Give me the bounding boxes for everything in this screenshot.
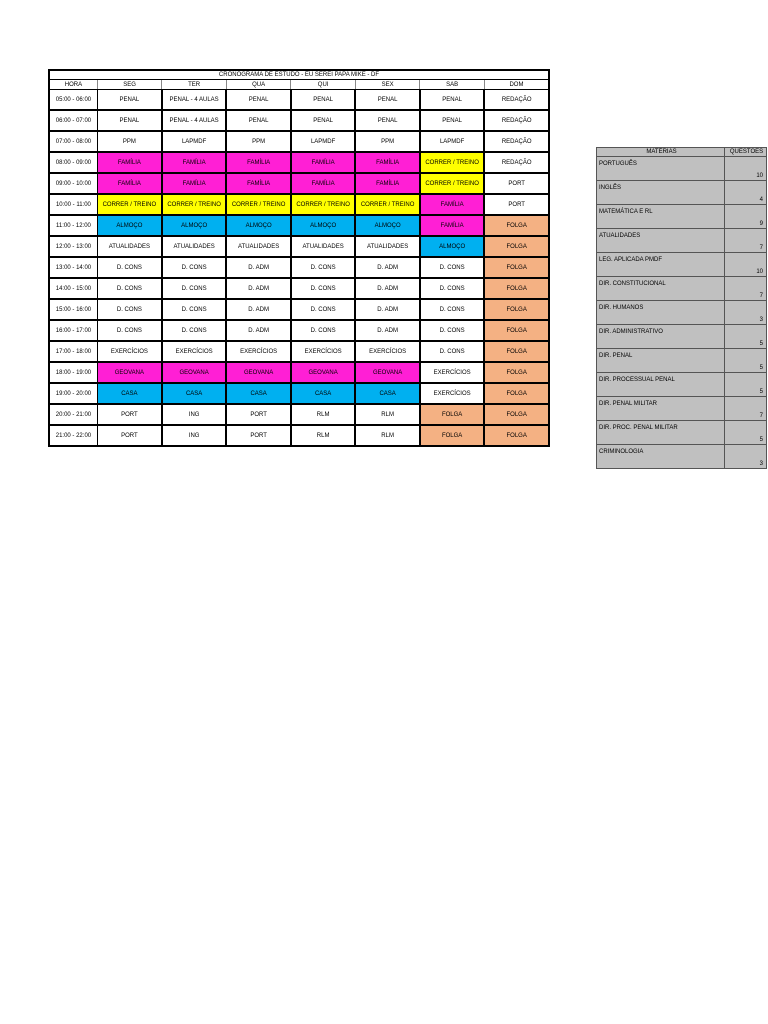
subject-name: DIR. CONSTITUCIONAL (597, 277, 725, 301)
time-cell: 05:00 - 06:00 (49, 90, 97, 111)
schedule-cell: GEOVANA (355, 362, 420, 383)
schedule-cell: FAMÍLIA (97, 173, 162, 194)
header-sab: SAB (420, 80, 485, 90)
schedule-cell: LAPMDF (162, 131, 227, 152)
time-cell: 18:00 - 19:00 (49, 362, 97, 383)
time-cell: 07:00 - 08:00 (49, 131, 97, 152)
schedule-cell: FOLGA (420, 425, 485, 446)
schedule-cell: ALMOÇO (355, 215, 420, 236)
header-qua: QUA (226, 80, 291, 90)
schedule-cell: PENAL (420, 110, 485, 131)
table-row (49, 236, 549, 257)
subject-name: DIR. HUMANOS (597, 301, 725, 325)
question-count: 5 (725, 325, 767, 349)
schedule-cell: CORRER / TREINO (226, 194, 291, 215)
question-count: 3 (725, 445, 767, 469)
subject-name: ATUALIDADES (597, 229, 725, 253)
schedule-cell: PENAL - 4 AULAS (162, 110, 227, 131)
table-row (49, 425, 549, 446)
schedule-cell: GEOVANA (226, 362, 291, 383)
schedule-cell: EXERCÍCIOS (97, 341, 162, 362)
schedule-cell: FOLGA (484, 299, 549, 320)
schedule-cell: D. CONS (420, 341, 485, 362)
question-count: 5 (725, 421, 767, 445)
question-count: 10 (725, 157, 767, 181)
header-hora: HORA (49, 80, 97, 90)
time-cell: 14:00 - 15:00 (49, 278, 97, 299)
schedule-cell: PENAL (97, 90, 162, 111)
schedule-cell: RLM (355, 425, 420, 446)
subject-name: INGLÊS (597, 181, 725, 205)
header-questoes: QUESTÕES (725, 148, 767, 157)
header-row (49, 80, 549, 90)
schedule-cell: LAPMDF (291, 131, 356, 152)
schedule-cell: ATUALIDADES (97, 236, 162, 257)
schedule-cell: ING (162, 425, 227, 446)
schedule-sheet (48, 69, 764, 467)
header-ter: TER (162, 80, 227, 90)
schedule-cell: FAMÍLIA (291, 152, 356, 173)
table-row (49, 341, 549, 362)
schedule-cell: D. ADM (355, 278, 420, 299)
schedule-cell: EXERCÍCIOS (291, 341, 356, 362)
schedule-cell: PPM (97, 131, 162, 152)
header-sex: SEX (355, 80, 420, 90)
schedule-cell: PENAL - 4 AULAS (162, 90, 227, 111)
table-row (49, 362, 549, 383)
schedule-cell: D. CONS (162, 299, 227, 320)
schedule-cell: PORT (484, 194, 549, 215)
schedule-cell: RLM (291, 425, 356, 446)
schedule-cell: ALMOÇO (162, 215, 227, 236)
subject-name: DIR. ADMINISTRATIVO (597, 325, 725, 349)
schedule-cell: PENAL (420, 90, 485, 111)
schedule-cell: REDAÇÃO (484, 110, 549, 131)
schedule-cell: RLM (291, 404, 356, 425)
time-cell: 09:00 - 10:00 (49, 173, 97, 194)
schedule-cell: FOLGA (484, 383, 549, 404)
schedule-cell: FAMÍLIA (420, 194, 485, 215)
table-row (49, 173, 549, 194)
time-cell: 19:00 - 20:00 (49, 383, 97, 404)
schedule-cell: PENAL (226, 90, 291, 111)
schedule-cell: D. ADM (226, 257, 291, 278)
schedule-cell: D. CONS (162, 257, 227, 278)
schedule-cell: D. CONS (162, 278, 227, 299)
schedule-cell: D. CONS (291, 299, 356, 320)
schedule-cell: CASA (226, 383, 291, 404)
schedule-cell: CASA (162, 383, 227, 404)
schedule-cell: FOLGA (484, 404, 549, 425)
schedule-cell: PORT (97, 404, 162, 425)
time-cell: 17:00 - 18:00 (49, 341, 97, 362)
subject-row (597, 421, 767, 445)
schedule-cell: D. CONS (420, 320, 485, 341)
schedule-cell: FAMÍLIA (420, 215, 485, 236)
schedule-cell: EXERCÍCIOS (162, 341, 227, 362)
time-cell: 08:00 - 09:00 (49, 152, 97, 173)
schedule-cell: PORT (97, 425, 162, 446)
schedule-cell: PENAL (97, 110, 162, 131)
question-count: 10 (725, 253, 767, 277)
schedule-cell: FAMÍLIA (291, 173, 356, 194)
schedule-cell: EXERCÍCIOS (355, 341, 420, 362)
subject-row (597, 445, 767, 469)
header-materias: MATÉRIAS (597, 148, 725, 157)
table-row (49, 257, 549, 278)
table-row (49, 383, 549, 404)
schedule-cell: D. CONS (291, 278, 356, 299)
schedule-cell: ATUALIDADES (226, 236, 291, 257)
schedule-cell: PORT (484, 173, 549, 194)
question-count: 7 (725, 397, 767, 421)
time-cell: 13:00 - 14:00 (49, 257, 97, 278)
schedule-cell: D. CONS (97, 257, 162, 278)
question-count: 5 (725, 349, 767, 373)
table-row (49, 110, 549, 131)
table-row (49, 320, 549, 341)
question-count: 3 (725, 301, 767, 325)
table-row (49, 152, 549, 173)
schedule-cell: CORRER / TREINO (355, 194, 420, 215)
schedule-cell: PENAL (355, 110, 420, 131)
schedule-cell: D. CONS (162, 320, 227, 341)
subject-name: CRIMINOLOGIA (597, 445, 725, 469)
schedule-cell: FAMÍLIA (162, 152, 227, 173)
schedule-cell: EXERCÍCIOS (226, 341, 291, 362)
schedule-cell: FOLGA (484, 215, 549, 236)
table-row (49, 215, 549, 236)
question-count: 4 (725, 181, 767, 205)
schedule-cell: ALMOÇO (226, 215, 291, 236)
schedule-cell: EXERCÍCIOS (420, 383, 485, 404)
time-cell: 11:00 - 12:00 (49, 215, 97, 236)
schedule-cell: D. ADM (355, 299, 420, 320)
schedule-cell: EXERCÍCIOS (420, 362, 485, 383)
subject-name: LEG. APLICADA PMDF (597, 253, 725, 277)
table-row (49, 194, 549, 215)
subjects-header-row (597, 148, 767, 157)
schedule-cell: D. CONS (97, 320, 162, 341)
subjects-table (596, 147, 767, 469)
time-cell: 12:00 - 13:00 (49, 236, 97, 257)
question-count: 5 (725, 373, 767, 397)
schedule-cell: ALMOÇO (420, 236, 485, 257)
subject-name: DIR. PENAL (597, 349, 725, 373)
schedule-title: CRONOGRAMA DE ESTUDO - EU SEREI PAPA MIKE - DF (49, 70, 549, 80)
schedule-cell: CORRER / TREINO (97, 194, 162, 215)
schedule-cell: CORRER / TREINO (420, 173, 485, 194)
question-count: 7 (725, 229, 767, 253)
subject-name: PORTUGUÊS (597, 157, 725, 181)
header-qui: QUI (291, 80, 356, 90)
schedule-cell: CASA (291, 383, 356, 404)
time-cell: 16:00 - 17:00 (49, 320, 97, 341)
subject-name: DIR. PROC. PENAL MILITAR (597, 421, 725, 445)
schedule-cell: FAMÍLIA (226, 173, 291, 194)
schedule-cell: LAPMDF (420, 131, 485, 152)
time-cell: 10:00 - 11:00 (49, 194, 97, 215)
schedule-cell: PORT (226, 404, 291, 425)
schedule-cell: GEOVANA (97, 362, 162, 383)
subject-row (597, 229, 767, 253)
time-cell: 06:00 - 07:00 (49, 110, 97, 131)
schedule-cell: FAMÍLIA (355, 152, 420, 173)
schedule-cell: GEOVANA (162, 362, 227, 383)
schedule-table (48, 69, 550, 447)
header-dom: DOM (484, 80, 549, 90)
subject-row (597, 301, 767, 325)
subject-name: MATEMÁTICA E RL (597, 205, 725, 229)
schedule-cell: PENAL (226, 110, 291, 131)
schedule-cell: ATUALIDADES (291, 236, 356, 257)
schedule-cell: D. ADM (355, 257, 420, 278)
schedule-cell: D. CONS (420, 299, 485, 320)
schedule-cell: D. CONS (291, 257, 356, 278)
schedule-cell: CASA (97, 383, 162, 404)
subject-row (597, 349, 767, 373)
schedule-cell: D. ADM (355, 320, 420, 341)
schedule-cell: FOLGA (484, 362, 549, 383)
schedule-cell: D. CONS (291, 320, 356, 341)
schedule-cell: PPM (355, 131, 420, 152)
schedule-cell: PENAL (291, 90, 356, 111)
schedule-cell: CASA (355, 383, 420, 404)
schedule-cell: D. ADM (226, 320, 291, 341)
table-row (49, 131, 549, 152)
schedule-cell: REDAÇÃO (484, 90, 549, 111)
schedule-cell: PENAL (291, 110, 356, 131)
schedule-cell: ALMOÇO (291, 215, 356, 236)
schedule-cell: FOLGA (484, 278, 549, 299)
question-count: 9 (725, 205, 767, 229)
schedule-cell: D. CONS (97, 278, 162, 299)
schedule-cell: FOLGA (484, 425, 549, 446)
schedule-cell: FAMÍLIA (355, 173, 420, 194)
schedule-cell: CORRER / TREINO (420, 152, 485, 173)
time-cell: 20:00 - 21:00 (49, 404, 97, 425)
schedule-cell: REDAÇÃO (484, 152, 549, 173)
schedule-cell: FAMÍLIA (97, 152, 162, 173)
schedule-cell: CORRER / TREINO (291, 194, 356, 215)
subject-row (597, 397, 767, 421)
schedule-cell: FOLGA (484, 236, 549, 257)
schedule-cell: D. ADM (226, 278, 291, 299)
time-cell: 21:00 - 22:00 (49, 425, 97, 446)
subject-row (597, 325, 767, 349)
schedule-cell: FOLGA (484, 341, 549, 362)
table-row (49, 404, 549, 425)
schedule-cell: FAMÍLIA (162, 173, 227, 194)
schedule-cell: ATUALIDADES (162, 236, 227, 257)
table-row (49, 299, 549, 320)
schedule-cell: FAMÍLIA (226, 152, 291, 173)
time-cell: 15:00 - 16:00 (49, 299, 97, 320)
schedule-cell: D. CONS (97, 299, 162, 320)
schedule-cell: D. ADM (226, 299, 291, 320)
table-row (49, 278, 549, 299)
subject-row (597, 157, 767, 181)
subject-row (597, 277, 767, 301)
schedule-cell: FOLGA (484, 257, 549, 278)
schedule-cell: RLM (355, 404, 420, 425)
table-row (49, 90, 549, 111)
question-count: 7 (725, 277, 767, 301)
schedule-cell: ALMOÇO (97, 215, 162, 236)
subject-row (597, 253, 767, 277)
schedule-cell: PENAL (355, 90, 420, 111)
schedule-cell: REDAÇÃO (484, 131, 549, 152)
schedule-cell: FOLGA (484, 320, 549, 341)
schedule-cell: ATUALIDADES (355, 236, 420, 257)
schedule-cell: PORT (226, 425, 291, 446)
schedule-cell: GEOVANA (291, 362, 356, 383)
subject-name: DIR. PROCESSUAL PENAL (597, 373, 725, 397)
title-row (49, 70, 549, 80)
subject-row (597, 373, 767, 397)
schedule-cell: D. CONS (420, 257, 485, 278)
schedule-cell: FOLGA (420, 404, 485, 425)
subject-row (597, 205, 767, 229)
subject-name: DIR. PENAL MILITAR (597, 397, 725, 421)
schedule-cell: D. CONS (420, 278, 485, 299)
subject-row (597, 181, 767, 205)
schedule-cell: ING (162, 404, 227, 425)
schedule-cell: CORRER / TREINO (162, 194, 227, 215)
header-seg: SEG (97, 80, 162, 90)
schedule-cell: PPM (226, 131, 291, 152)
